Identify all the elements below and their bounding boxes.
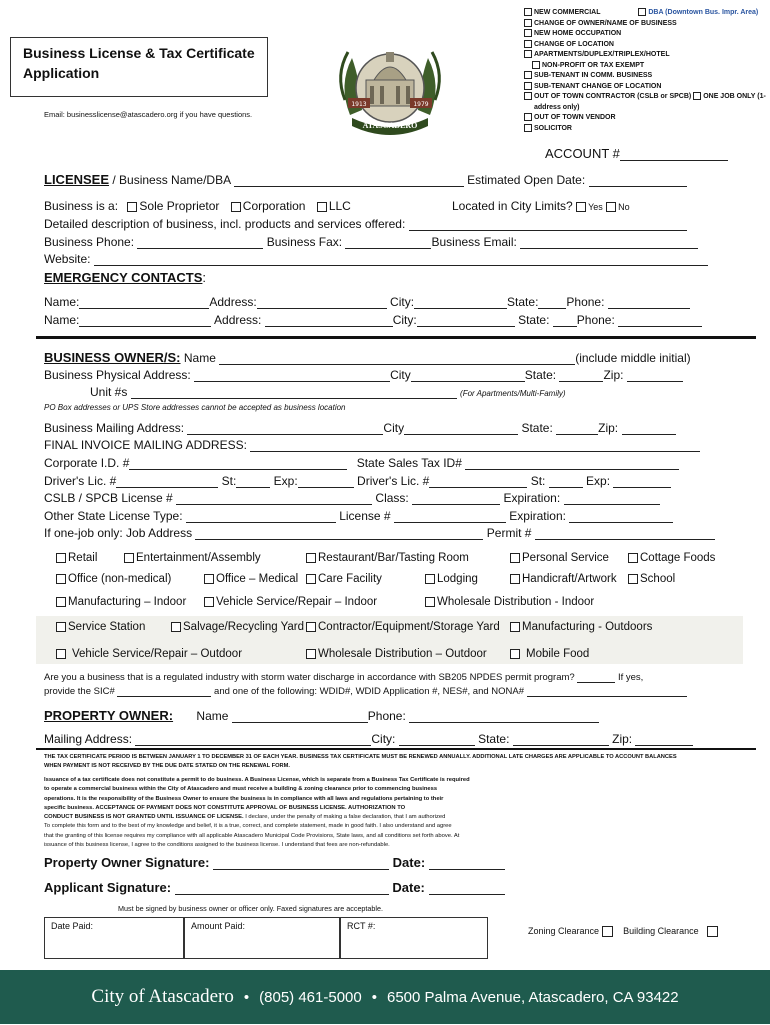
business-email-input[interactable] [520, 237, 698, 249]
physical-state-label: State: [524, 368, 557, 382]
sole-prop-label: Sole Proprietor [139, 199, 220, 213]
drivers-license-row [44, 474, 671, 488]
business-phone-input[interactable] [137, 237, 263, 249]
unit-note: (For Apartments/Multi-Family) [460, 389, 566, 398]
wdid-label: and one of the following: WDID#, WDID Application #, NES#, and NONA# [214, 686, 525, 697]
tax-period-line1: THE TAX CERTIFICATE PERIOD IS BETWEEN JANUARY 1 TO DECEMBER 31 OF EACH YEAR. BUSINESS TAX CERTIFICATE MUST BE RENEWED ANNUALLY. ADDITIONAL LATE CHARGES ARE APPLICABLE TO ACCOUNT BALANCES [44, 754, 677, 760]
app-type-subtenant[interactable]: SUB-TENANT IN COMM. BUSINESS [524, 71, 766, 82]
corp-id-row [44, 456, 679, 470]
legal-line2: to operate a commercial business within the City of Atascadero and must receive a building & zoning clearance prior to commencing business [44, 786, 438, 793]
app-type-one-job-cont: address only) [534, 103, 580, 111]
tax-period-notice [44, 753, 677, 771]
cslb-class-label: Class: [375, 491, 409, 505]
unit-input[interactable] [131, 387, 457, 399]
licensee-row [44, 172, 687, 187]
footer-separator-2: • [371, 989, 377, 1006]
stormwater-if-yes: If yes, [617, 672, 644, 683]
physical-address-row [44, 368, 683, 382]
wdid-input[interactable] [527, 687, 687, 697]
business-fax-input[interactable] [345, 237, 431, 249]
mailing-state-input[interactable] [556, 423, 598, 435]
corp-id-input[interactable] [129, 458, 347, 470]
other-license-row [44, 509, 673, 523]
cat-office-nonmedical[interactable]: Office (non-medical) [56, 573, 171, 585]
owner-name-row [44, 350, 691, 365]
footer-separator-1: • [243, 989, 250, 1006]
footer-address: 6500 Palma Avenue, Atascadero, CA 93422 [386, 989, 679, 1006]
physical-address-input[interactable] [194, 370, 390, 382]
business-email-label: Business Email: [431, 235, 517, 249]
ec1-state-label: State: [507, 295, 539, 309]
dl1-st-label: St: [221, 474, 237, 488]
legal-line5: CONDUCT BUSINESS IS NOT GRANTED UNTIL ISSUANCE OF LICENSE. I declare, under the penalty of making a false declaration, that I am authorized [44, 814, 446, 821]
job-address-label: If one-job only: Job Address [44, 526, 193, 540]
property-state-label: State: [478, 732, 510, 746]
emergency-heading-row: EMERGENCY CONTACTS: [44, 270, 207, 285]
ec2-state-input[interactable] [553, 315, 577, 327]
cat-care-facility[interactable]: Care Facility [306, 573, 382, 585]
app-type-change-owner[interactable]: CHANGE OF OWNER/NAME OF BUSINESS [524, 19, 766, 30]
sales-tax-input[interactable] [465, 458, 679, 470]
website-input[interactable] [94, 254, 708, 266]
other-license-input[interactable] [186, 511, 336, 523]
section-divider-2 [36, 748, 756, 750]
footer-phone: (805) 461-5000 [259, 989, 362, 1006]
ec2-address-label: Address: [214, 313, 262, 327]
cat-manufacturing-outdoor[interactable]: Manufacturing - Outdoors [510, 621, 652, 633]
ec2-phone-label: Phone: [576, 313, 615, 327]
property-mailing-input[interactable] [135, 734, 371, 746]
stormwater-question: Are you a business that is a regulated industry with storm water discharge in accordance with SB205 NPDES permit program? [44, 672, 575, 683]
mailing-city-input[interactable] [404, 423, 518, 435]
description-input[interactable] [409, 219, 687, 231]
dl2-exp-input[interactable] [613, 476, 671, 488]
cslb-input[interactable] [176, 493, 372, 505]
legal-line3: operations. It is the responsibility of the Business Owner to ensure the business is in compliance with all laws and regulations pertaining to their [44, 795, 444, 802]
sole-prop-checkbox[interactable] [127, 202, 137, 212]
applicant-signature-label: Applicant Signature: [44, 880, 172, 895]
physical-zip-input[interactable] [627, 370, 683, 382]
app-type-vendor[interactable]: OUT OF TOWN VENDOR [524, 113, 766, 124]
cat-wholesale-indoor[interactable]: Wholesale Distribution - Indoor [425, 596, 594, 608]
legal-line8: issuance of this business license, I agree to the conditions assigned to the business license. I understand that fees are non-refundable. [44, 842, 390, 849]
website-label: Website: [44, 252, 91, 266]
owner-heading: BUSINESS OWNER/S: [44, 350, 181, 365]
ec1-phone-input[interactable] [608, 297, 690, 309]
invoice-address-label: FINAL INVOICE MAILING ADDRESS: [44, 438, 247, 452]
form-title-box [10, 37, 268, 97]
ec1-state-input[interactable] [538, 297, 566, 309]
app-type-change-location[interactable]: CHANGE OF LOCATION [524, 40, 766, 51]
zoning-clearance-label: Zoning Clearance [528, 926, 600, 936]
legal-line4: specific business. ACCEPTANCE OF PAYMENT DOES NOT CONSTITUTE APPROVAL OF BUSINESS LICENSE. AUTHORIZATION TO [44, 804, 406, 811]
physical-city-input[interactable] [411, 370, 525, 382]
cat-restaurant[interactable]: Restaurant/Bar/Tasting Room [306, 552, 469, 564]
property-mailing-label: Mailing Address: [44, 732, 133, 746]
other-license-label: Other State License Type: [44, 509, 183, 523]
business-phone-label: Business Phone: [44, 235, 135, 249]
app-type-one-job-label: ONE JOB ONLY (1- [703, 93, 766, 100]
clearance-row [528, 926, 720, 937]
app-type-contractor[interactable]: OUT OF TOWN CONTRACTOR (CSLB or SPCB) ONE JOB ONLY (1- [524, 92, 766, 103]
ec1-city-input[interactable] [414, 297, 507, 309]
business-type-row [44, 199, 351, 213]
dl2-exp-label: Exp: [586, 474, 611, 488]
property-owner-name-input[interactable] [232, 711, 368, 723]
permit-label: Permit # [486, 526, 532, 540]
owner-name-input[interactable] [219, 353, 575, 365]
property-owner-date-input[interactable] [429, 858, 505, 870]
cslb-expiration-input[interactable] [564, 493, 660, 505]
ec1-name-label: Name: [44, 295, 80, 309]
applicant-signature-input[interactable] [175, 883, 389, 895]
emergency-contact-1 [44, 295, 690, 309]
date-paid-box[interactable] [44, 917, 184, 959]
property-owner-signature-label: Property Owner Signature: [44, 855, 210, 870]
cat-lodging[interactable]: Lodging [425, 573, 478, 585]
dl2-input[interactable] [429, 476, 527, 488]
ec1-address-input[interactable] [257, 297, 387, 309]
ec2-city-input[interactable] [417, 315, 515, 327]
license-expiration-input[interactable] [569, 511, 673, 523]
mailing-address-label: Business Mailing Address: [44, 421, 185, 435]
app-type-apartments[interactable]: APARTMENTS/DUPLEX/TRIPLEX/HOTEL [524, 50, 766, 61]
property-owner-heading: PROPERTY OWNER: [44, 708, 174, 723]
ec2-phone-input[interactable] [618, 315, 702, 327]
cslb-expiration-label: Expiration: [503, 491, 561, 505]
cat-wholesale-outdoor[interactable]: Wholesale Distribution – Outdoor [306, 648, 487, 660]
form-title-line1: Business License & Tax Certificate [23, 45, 255, 61]
app-type-new-commercial[interactable]: NEW COMMERCIAL DBA (Downtown Bus. Impr. Area) [524, 8, 766, 19]
property-owner-signature-row [44, 855, 505, 870]
owner-middle-note: (include middle initial) [575, 351, 691, 365]
property-owner-name-label: Name [196, 709, 229, 723]
cat-contractor-yard[interactable]: Contractor/Equipment/Storage Yard [306, 621, 500, 633]
physical-zip-label: Zip: [603, 368, 624, 382]
corporation-checkbox[interactable] [231, 202, 241, 212]
mailing-state-label: State: [521, 421, 553, 435]
job-address-input[interactable] [195, 528, 483, 540]
sic-input[interactable] [117, 687, 211, 697]
form-title-line2: Application [23, 65, 100, 81]
open-date-label: Estimated Open Date: [467, 173, 586, 187]
cslb-row [44, 491, 660, 505]
permit-input[interactable] [535, 528, 715, 540]
cslb-label: CSLB / SPCB License # [44, 491, 173, 505]
ec1-phone-label: Phone: [566, 295, 605, 309]
unit-row [90, 385, 566, 399]
license-number-label: License # [339, 509, 391, 523]
city-limits-no-label: No [618, 202, 630, 212]
footer-city: City of Atascadero [91, 986, 234, 1007]
building-clearance-label: Building Clearance [623, 926, 699, 936]
license-expiration-label: Expiration: [509, 509, 566, 523]
business-is-label: Business is a: [44, 199, 119, 213]
property-zip-input[interactable] [635, 734, 693, 746]
cat-salvage[interactable]: Salvage/Recycling Yard [171, 621, 304, 633]
logo-year-right: 1979 [413, 101, 429, 108]
property-owner-row [44, 708, 599, 723]
ec2-address-input[interactable] [265, 315, 393, 327]
property-mailing-row [44, 732, 693, 746]
open-date-input[interactable] [589, 175, 687, 187]
cat-handicraft[interactable]: Handicraft/Artwork [510, 573, 617, 585]
property-state-input[interactable] [513, 734, 609, 746]
cat-retail[interactable]: Retail [56, 552, 97, 564]
dl1-label: Driver's Lic. # [44, 474, 117, 488]
signature-note: Must be signed by business owner or officer only. Faxed signatures are acceptable. [118, 904, 384, 913]
property-owner-date-label: Date: [392, 855, 426, 870]
llc-label: LLC [328, 199, 351, 213]
city-limits-no-checkbox[interactable] [606, 202, 616, 212]
ec2-state-label: State: [518, 313, 550, 327]
mailing-address-input[interactable] [187, 423, 383, 435]
amount-paid-label: Amount Paid: [191, 921, 246, 931]
amount-paid-box[interactable] [184, 917, 340, 959]
city-limits-yes-label: Yes [588, 202, 603, 212]
cat-cottage-foods[interactable]: Cottage Foods [628, 552, 715, 564]
cat-vehicle-indoor[interactable]: Vehicle Service/Repair – Indoor [204, 596, 377, 608]
business-name-input[interactable] [234, 175, 464, 187]
property-owner-phone-input[interactable] [409, 711, 599, 723]
stormwater-answer-input[interactable] [577, 673, 615, 683]
cat-entertainment[interactable]: Entertainment/Assembly [124, 552, 261, 564]
logo-text: ATASCADERO [362, 121, 418, 130]
footer-bar [0, 970, 770, 1024]
property-city-label: City: [371, 732, 396, 746]
legal-line7: that the granting of this license requires my compliance with all applicable Atascadero Municipal Code Provisions, State laws, and all conditions set forth above. At [44, 832, 460, 839]
dl1-exp-label: Exp: [273, 474, 298, 488]
email-note: Email: businesslicense@atascadero.org if you have questions. [44, 110, 253, 119]
physical-address-label: Business Physical Address: [44, 368, 191, 382]
owner-name-label: Name [183, 351, 216, 365]
description-label: Detailed description of business, incl. products and services offered: [44, 217, 406, 231]
app-type-dba-checkbox[interactable] [638, 8, 646, 16]
cat-school[interactable]: School [628, 573, 675, 585]
corp-id-label: Corporate I.D. # [44, 456, 130, 470]
tax-period-line2: WHEN PAYMENT IS NOT RECEIVED BY THE DUE DATE STATED ON THE RENEWAL FORM. [44, 763, 290, 769]
mailing-address-row [44, 421, 676, 435]
applicant-date-label: Date: [392, 880, 425, 895]
cat-mobile-food[interactable]: Mobile Food [510, 648, 589, 660]
business-name-label: / Business Name/DBA [112, 173, 231, 187]
rct-box[interactable] [340, 917, 488, 959]
business-fax-label: Business Fax: [266, 235, 343, 249]
invoice-address-row [44, 438, 700, 452]
city-limits-yes-checkbox[interactable] [576, 202, 586, 212]
property-zip-label: Zip: [612, 732, 633, 746]
app-type-solicitor[interactable]: SOLICITOR [524, 124, 766, 135]
job-address-row [44, 526, 715, 540]
emergency-heading: EMERGENCY CONTACTS [44, 270, 203, 285]
legal-line1: Issuance of a tax certificate does not constitute a permit to do business. A Business License, which is separate from a Business Tax Certificate is required [44, 777, 470, 783]
invoice-address-input[interactable] [250, 440, 700, 452]
applicant-signature-row [44, 880, 505, 895]
app-type-one-job-checkbox[interactable] [693, 92, 701, 100]
phone-fax-email-row [44, 235, 698, 249]
account-label: ACCOUNT # [545, 146, 620, 161]
cat-service-station[interactable]: Service Station [56, 621, 145, 633]
app-type-dba-label: DBA (Downtown Bus. Impr. Area) [648, 9, 759, 16]
physical-city-label: City [390, 368, 411, 382]
ec2-name-label: Name: [44, 313, 80, 327]
licensee-heading: LICENSEE [44, 172, 110, 187]
license-number-input[interactable] [394, 511, 506, 523]
account-number-field[interactable] [545, 146, 728, 161]
dl1-input[interactable] [116, 476, 218, 488]
mailing-zip-label: Zip: [598, 421, 619, 435]
section-divider-1 [36, 336, 756, 339]
building-clearance-checkbox[interactable] [707, 926, 718, 937]
sic-label: provide the SIC# [44, 686, 115, 697]
ec1-name-input[interactable] [79, 297, 209, 309]
city-seal-logo [330, 40, 450, 140]
applicant-date-input[interactable] [429, 883, 505, 895]
llc-checkbox[interactable] [317, 202, 327, 212]
app-type-list [524, 8, 766, 134]
ec1-city-label: City: [390, 295, 415, 309]
property-city-input[interactable] [399, 734, 475, 746]
cat-vehicle-outdoor[interactable]: Vehicle Service/Repair – Outdoor [56, 648, 242, 660]
description-row [44, 217, 687, 231]
city-limits-label: Located in City Limits? [452, 199, 573, 213]
app-type-subtenant-change[interactable]: SUB-TENANT CHANGE OF LOCATION [524, 82, 766, 93]
legal-paragraph [44, 776, 470, 850]
logo-year-left: 1913 [351, 101, 367, 108]
dl2-label: Driver's Lic. # [357, 474, 430, 488]
mailing-zip-input[interactable] [622, 423, 676, 435]
stormwater-line2 [44, 686, 687, 697]
physical-state-input[interactable] [559, 370, 603, 382]
property-owner-signature-input[interactable] [213, 858, 389, 870]
unit-label: Unit #s [90, 385, 128, 399]
cslb-class-input[interactable] [412, 493, 500, 505]
ec2-name-input[interactable] [79, 315, 211, 327]
legal-line6: To complete this form and to the best of my knowledge and belief, it is a true, correct, and complete statement, made in good faith. I also understand and agree [44, 823, 452, 830]
app-type-new-home[interactable]: NEW HOME OCCUPATION [524, 29, 766, 40]
property-owner-phone-label: Phone: [367, 709, 406, 723]
stormwater-line1 [44, 672, 643, 683]
ec2-city-label: City: [392, 313, 417, 327]
zoning-clearance-checkbox[interactable] [602, 926, 613, 937]
dl2-st-label: St: [530, 474, 546, 488]
po-box-note: PO Box addresses or UPS Store addresses cannot be accepted as business location [44, 403, 346, 412]
ec1-address-label: Address: [209, 295, 257, 309]
sales-tax-label: State Sales Tax ID# [356, 456, 462, 470]
app-type-nonprofit[interactable]: NON-PROFIT OR TAX EXEMPT [524, 61, 766, 72]
cat-manufacturing-indoor[interactable]: Manufacturing – Indoor [56, 596, 186, 608]
dl1-st-input[interactable] [236, 476, 270, 488]
emergency-contact-2 [44, 313, 702, 327]
website-row [44, 252, 708, 266]
mailing-city-label: City [383, 421, 405, 435]
corporation-label: Corporation [242, 199, 306, 213]
dl2-st-input[interactable] [549, 476, 583, 488]
cat-office-medical[interactable]: Office – Medical [204, 573, 298, 585]
city-limits-row [452, 199, 630, 213]
date-paid-label: Date Paid: [51, 921, 94, 931]
cat-personal-service[interactable]: Personal Service [510, 552, 609, 564]
dl1-exp-input[interactable] [298, 476, 354, 488]
rct-label: RCT #: [347, 921, 376, 931]
